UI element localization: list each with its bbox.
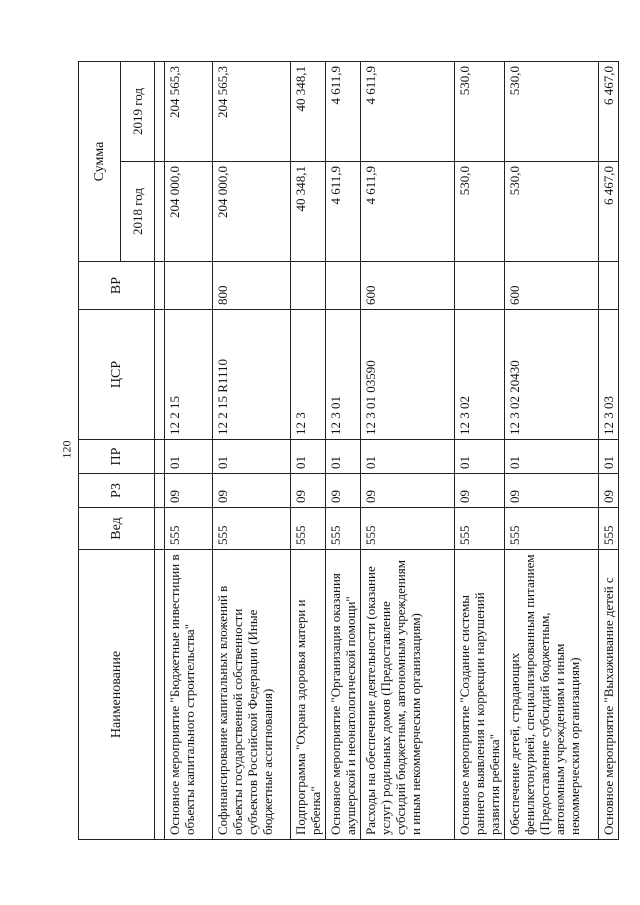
row-rz: 09 — [599, 474, 619, 508]
table-row — [213, 62, 291, 840]
row-vr — [291, 262, 326, 310]
row-ved: 555 — [455, 508, 505, 550]
row-pr: 01 — [455, 440, 505, 474]
row-name: Софинансирование капитальных вложений в объекты государственной собственности субъектов Российской Федерации (Иные бюджетные ассигнования) — [213, 550, 291, 840]
row-pr: 01 — [505, 440, 599, 474]
header-rz: РЗ — [79, 474, 155, 508]
row-csr: 12 3 01 03590 — [361, 310, 455, 440]
header-ved: Вед — [79, 508, 155, 550]
table-row — [165, 62, 213, 840]
row-ved: 555 — [165, 508, 213, 550]
row-ved: 555 — [599, 508, 619, 550]
row-csr: 12 3 02 — [455, 310, 505, 440]
row-pr: 01 — [165, 440, 213, 474]
header-2019: 2019 год — [121, 62, 155, 162]
budget-table-rotated — [78, 62, 616, 840]
page-number: 120 — [59, 440, 74, 459]
row-rz: 09 — [505, 474, 599, 508]
row-name: Расходы на обеспечение деятельности (оказание услуг) родильных домов (Предоставление субсидий бюджетным, автономным учреждениям и иным некоммерческим организациям) — [361, 550, 455, 840]
header-sum: Сумма — [79, 62, 121, 262]
row-rz: 09 — [326, 474, 361, 508]
header-name: Наименование — [79, 550, 155, 840]
row-vr: 600 — [505, 262, 599, 310]
row-vr: 800 — [213, 262, 291, 310]
row-name: Основное мероприятие "Создание системы раннего выявления и коррекции нарушений развития ребенка" — [455, 550, 505, 840]
table-row — [455, 62, 505, 840]
row-sum-2019: 204 565,3 — [165, 62, 213, 162]
row-pr: 01 — [361, 440, 455, 474]
row-vr: 600 — [361, 262, 455, 310]
table-row — [326, 62, 361, 840]
row-pr: 01 — [213, 440, 291, 474]
row-csr: 12 2 15 R1110 — [213, 310, 291, 440]
row-sum-2018: 4 611,9 — [361, 162, 455, 262]
table-row — [599, 62, 619, 840]
row-rz: 09 — [213, 474, 291, 508]
header-csr: ЦСР — [79, 310, 155, 440]
row-csr: 12 3 03 — [599, 310, 619, 440]
table-row — [505, 62, 599, 840]
row-sum-2019: 204 565,3 — [213, 62, 291, 162]
row-sum-2019: 40 348,1 — [291, 62, 326, 162]
row-vr — [455, 262, 505, 310]
row-sum-2019: 530,0 — [455, 62, 505, 162]
table-body — [165, 62, 619, 840]
budget-table — [78, 61, 619, 840]
row-rz: 09 — [291, 474, 326, 508]
row-ved: 555 — [326, 508, 361, 550]
row-name: Подпрограмма "Охрана здоровья матери и ребенка" — [291, 550, 326, 840]
row-sum-2019: 6 467,0 — [599, 62, 619, 162]
row-name: Основное мероприятие "Организация оказания акушерской и неонатологической помощи" — [326, 550, 361, 840]
row-rz: 09 — [165, 474, 213, 508]
row-rz: 09 — [455, 474, 505, 508]
row-pr: 01 — [599, 440, 619, 474]
row-ved: 555 — [505, 508, 599, 550]
row-rz: 09 — [361, 474, 455, 508]
row-csr: 12 3 01 — [326, 310, 361, 440]
row-csr: 12 3 — [291, 310, 326, 440]
header-2018: 2018 год — [121, 162, 155, 262]
table-row — [361, 62, 455, 840]
row-ved: 555 — [213, 508, 291, 550]
row-name: Основное мероприятие "Бюджетные инвестиции в объекты капитального строительства" — [165, 550, 213, 840]
row-sum-2018: 530,0 — [505, 162, 599, 262]
header-pr: ПР — [79, 440, 155, 474]
row-csr: 12 3 02 20430 — [505, 310, 599, 440]
row-sum-2019: 4 611,9 — [361, 62, 455, 162]
row-csr: 12 2 15 — [165, 310, 213, 440]
row-pr: 01 — [326, 440, 361, 474]
row-vr — [165, 262, 213, 310]
row-sum-2019: 530,0 — [505, 62, 599, 162]
row-sum-2018: 6 467,0 — [599, 162, 619, 262]
row-sum-2018: 204 000,0 — [213, 162, 291, 262]
header-vr: ВР — [79, 262, 155, 310]
row-sum-2019: 4 611,9 — [326, 62, 361, 162]
row-pr: 01 — [291, 440, 326, 474]
row-name: Обеспечение детей, страдающих фенилкетонурией, специализированным питанием (Предоставление субсидий бюджетным, автономным учреждениям и иным некоммерческим организациям) — [505, 550, 599, 840]
row-ved: 555 — [361, 508, 455, 550]
row-sum-2018: 4 611,9 — [326, 162, 361, 262]
row-sum-2018: 530,0 — [455, 162, 505, 262]
row-sum-2018: 204 000,0 — [165, 162, 213, 262]
row-ved: 555 — [291, 508, 326, 550]
row-sum-2018: 40 348,1 — [291, 162, 326, 262]
row-vr — [599, 262, 619, 310]
row-vr — [326, 262, 361, 310]
row-name: Основное мероприятие "Выхаживание детей с — [599, 550, 619, 840]
table-row — [291, 62, 326, 840]
